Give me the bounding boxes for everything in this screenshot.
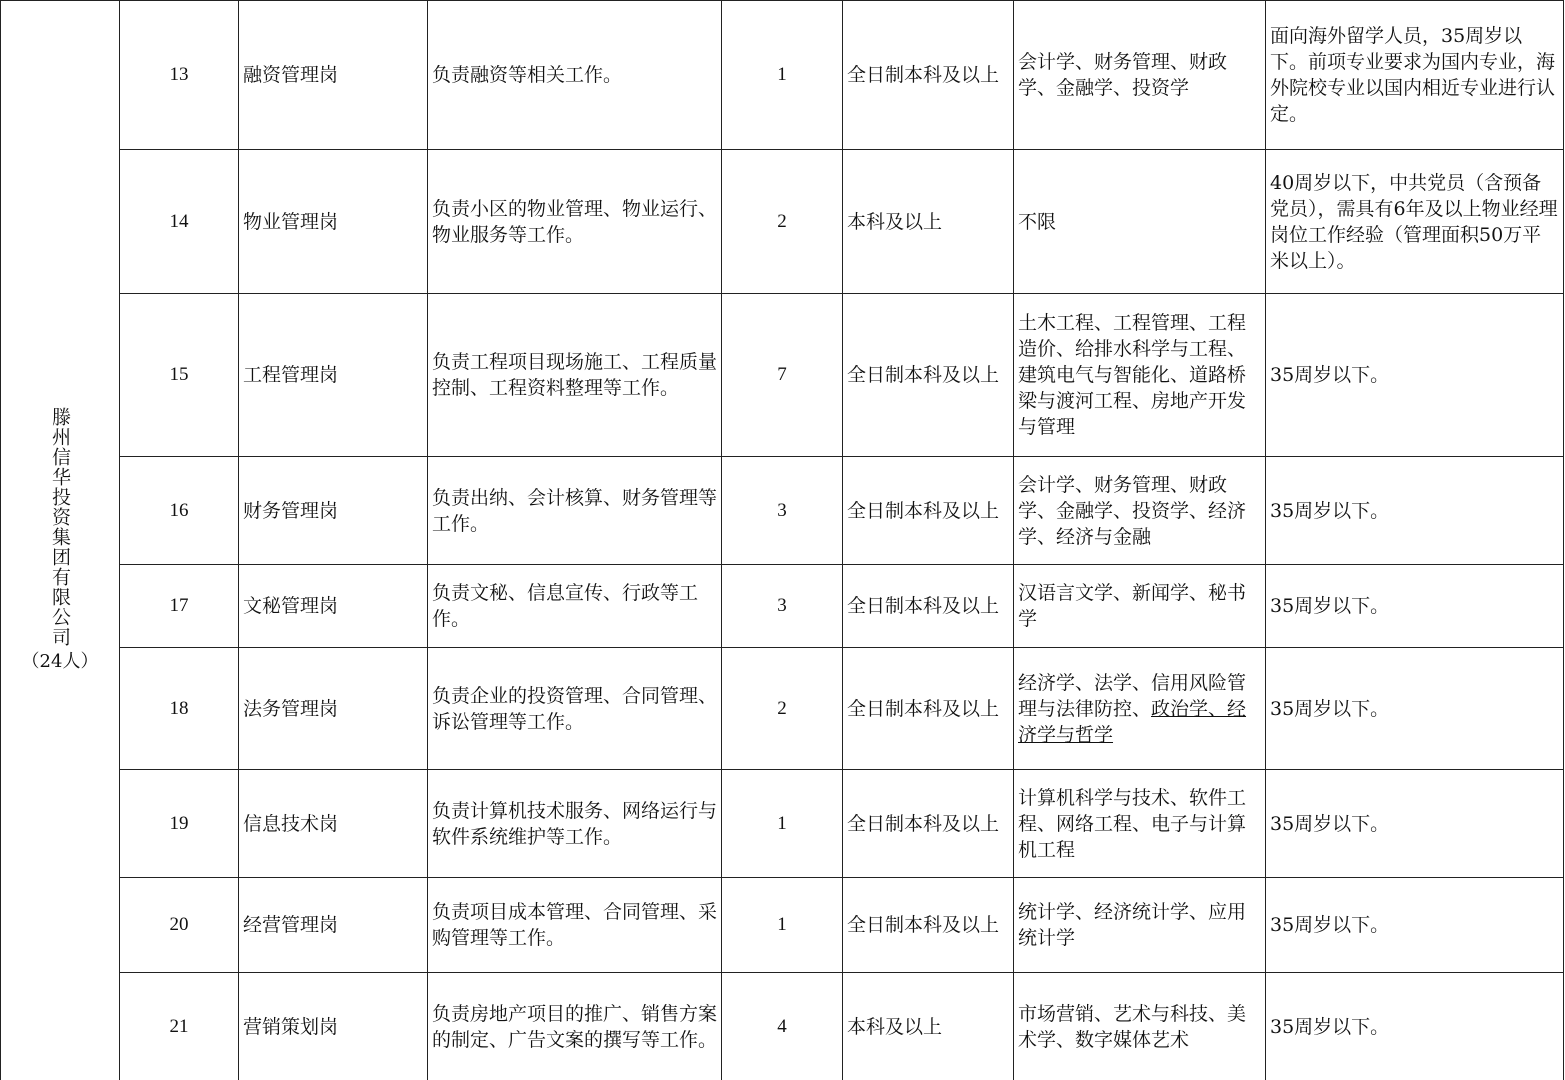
- requirements-cell: [1266, 878, 1564, 973]
- duties-cell: [428, 457, 722, 565]
- position-name-text: 信息技术岗: [243, 812, 339, 835]
- requirements-text: 35周岁以下。: [1270, 914, 1390, 936]
- hiring-count-text: 7: [777, 364, 787, 385]
- education-cell: [843, 1, 1014, 150]
- hiring-count-text: 4: [777, 1015, 787, 1037]
- duties-cell: [428, 878, 722, 973]
- major-text: 市场营销、艺术与科技、美术学、数字媒体艺术: [1018, 1002, 1247, 1051]
- hiring-count-text: 3: [777, 499, 787, 521]
- hiring-count-text: 3: [777, 595, 787, 616]
- hiring-count-cell: [722, 457, 843, 565]
- major-text: 经济学、法学、信用风险管理与法律防控、: [1018, 671, 1247, 720]
- position-name-cell: [239, 457, 428, 565]
- major-cell: [1014, 770, 1266, 878]
- requirements-text: 35周岁以下。: [1270, 364, 1390, 386]
- major-underlined-text: 政治学、经济学与哲学: [1018, 697, 1247, 746]
- education-text: 本科及以上: [847, 1015, 943, 1038]
- row-number-text: 14: [169, 210, 189, 232]
- hiring-count-cell: [722, 878, 843, 973]
- duties-text: 负责出纳、会计核算、财务管理等工作。: [432, 486, 718, 535]
- education-text: 全日制本科及以上: [847, 914, 1000, 936]
- hiring-count-text: 2: [777, 210, 787, 232]
- row-number-text: 20: [169, 914, 189, 935]
- duties-cell: [428, 1, 722, 150]
- company-label: [22, 407, 99, 675]
- duties-cell: [428, 150, 722, 294]
- major-cell: [1014, 1, 1266, 150]
- position-name-cell: [239, 648, 428, 770]
- duties-text: 负责小区的物业管理、物业运行、物业服务等工作。: [432, 197, 718, 246]
- position-name-cell: [239, 770, 428, 878]
- requirements-text: 35周岁以下。: [1270, 595, 1390, 617]
- row-number-text: 19: [169, 812, 189, 834]
- requirements-cell: [1266, 648, 1564, 770]
- hiring-count-text: 2: [777, 697, 787, 719]
- education-cell: [843, 150, 1014, 294]
- hiring-count-cell: [722, 770, 843, 878]
- position-name-text: 财务管理岗: [243, 499, 339, 522]
- row-number-cell: [120, 878, 239, 973]
- major-cell: [1014, 648, 1266, 770]
- requirements-text: 35周岁以下。: [1270, 697, 1390, 720]
- hiring-count-cell: [722, 294, 843, 457]
- table-row: [1, 565, 1564, 648]
- row-number-cell: [120, 457, 239, 565]
- row-number-cell: [120, 565, 239, 648]
- hiring-count-cell: [722, 648, 843, 770]
- row-number-text: 17: [169, 595, 189, 616]
- hiring-count-text: 1: [777, 64, 787, 85]
- duties-text: 负责文秘、信息宣传、行政等工作。: [432, 582, 699, 630]
- duties-text: 负责计算机技术服务、网络运行与软件系统维护等工作。: [432, 799, 718, 848]
- row-number-text: 16: [169, 499, 189, 521]
- major-cell: [1014, 457, 1266, 565]
- education-cell: [843, 648, 1014, 770]
- requirements-text: 35周岁以下。: [1270, 499, 1390, 522]
- major-text: 汉语言文学、新闻学、秘书学: [1018, 582, 1247, 630]
- row-number-text: 13: [169, 64, 189, 85]
- requirements-cell: [1266, 457, 1564, 565]
- position-name-cell: [239, 1, 428, 150]
- duties-text: 负责工程项目现场施工、工程质量控制、工程资料整理等工作。: [432, 351, 718, 399]
- row-number-text: 21: [169, 1015, 189, 1037]
- row-number-cell: [120, 294, 239, 457]
- requirements-cell: [1266, 150, 1564, 294]
- duties-text: 负责融资等相关工作。: [432, 64, 623, 86]
- hiring-count-text: 1: [777, 914, 787, 935]
- position-name-text: 工程管理岗: [243, 364, 339, 386]
- major-text: 不限: [1018, 210, 1057, 233]
- requirements-cell: [1266, 565, 1564, 648]
- duties-cell: [428, 294, 722, 457]
- table-row: [1, 1, 1564, 150]
- education-text: 全日制本科及以上: [847, 64, 1000, 86]
- position-name-cell: [239, 294, 428, 457]
- duties-cell: [428, 648, 722, 770]
- duties-cell: [428, 973, 722, 1080]
- position-name-text: 融资管理岗: [243, 64, 339, 86]
- education-text: 全日制本科及以上: [847, 812, 1000, 835]
- row-number-cell: [120, 973, 239, 1080]
- education-text: 全日制本科及以上: [847, 595, 1000, 617]
- table-row: [1, 878, 1564, 973]
- position-name-cell: [239, 973, 428, 1080]
- education-text: 本科及以上: [847, 210, 943, 233]
- row-number-text: 18: [169, 697, 189, 719]
- position-name-text: 物业管理岗: [243, 210, 339, 233]
- hiring-count-cell: [722, 565, 843, 648]
- education-cell: [843, 770, 1014, 878]
- position-name-text: 经营管理岗: [243, 914, 339, 936]
- table-body: [1, 1, 1564, 1080]
- major-cell: [1014, 878, 1266, 973]
- position-name-cell: [239, 565, 428, 648]
- company-cell: [1, 1, 120, 1080]
- duties-text: 负责项目成本管理、合同管理、采购管理等工作。: [432, 901, 718, 949]
- major-text: 会计学、财务管理、财政学、金融学、投资学、经济学、经济与金融: [1018, 473, 1247, 548]
- major-text: 土木工程、工程管理、工程造价、给排水科学与工程、建筑电气与智能化、道路桥梁与渡河工程、房地产开发与管理: [1018, 312, 1247, 438]
- row-number-cell: [120, 648, 239, 770]
- requirements-text: 35周岁以下。: [1270, 1015, 1390, 1038]
- requirements-text: 35周岁以下。: [1270, 812, 1390, 835]
- education-cell: [843, 878, 1014, 973]
- row-number-text: 15: [169, 364, 189, 385]
- row-number-cell: [120, 1, 239, 150]
- major-cell: [1014, 973, 1266, 1080]
- education-cell: [843, 457, 1014, 565]
- education-text: 全日制本科及以上: [847, 364, 1000, 386]
- hiring-count-text: 1: [777, 812, 787, 834]
- duties-text: 负责企业的投资管理、合同管理、诉讼管理等工作。: [432, 684, 718, 733]
- position-name-text: 营销策划岗: [243, 1015, 339, 1038]
- position-name-text: 法务管理岗: [243, 697, 339, 720]
- hiring-count-cell: [722, 973, 843, 1080]
- position-name-cell: [239, 878, 428, 973]
- education-text: 全日制本科及以上: [847, 697, 1000, 720]
- position-name-cell: [239, 150, 428, 294]
- requirements-cell: [1266, 770, 1564, 878]
- table-row: [1, 457, 1564, 565]
- duties-cell: [428, 565, 722, 648]
- major-cell: [1014, 565, 1266, 648]
- requirements-cell: [1266, 1, 1564, 150]
- row-number-cell: [120, 150, 239, 294]
- education-text: 全日制本科及以上: [847, 499, 1000, 522]
- education-cell: [843, 565, 1014, 648]
- requirements-cell: [1266, 294, 1564, 457]
- requirements-text: 面向海外留学人员，35周岁以下。前项专业要求为国内专业，海外院校专业以国内相近专业进行认定。: [1270, 25, 1556, 125]
- table-row: [1, 648, 1564, 770]
- major-text: 统计学、经济统计学、应用统计学: [1018, 901, 1247, 949]
- duties-cell: [428, 770, 722, 878]
- position-name-text: 文秘管理岗: [243, 595, 339, 617]
- table-row: [1, 770, 1564, 878]
- major-text: 会计学、财务管理、财政学、金融学、投资学: [1018, 51, 1228, 99]
- hiring-count-cell: [722, 150, 843, 294]
- hiring-count-cell: [722, 1, 843, 150]
- table-row: [1, 973, 1564, 1080]
- major-cell: [1014, 150, 1266, 294]
- requirements-text: 40周岁以下，中共党员（含预备党员），需具有6年及以上物业经理岗位工作经验（管理面积50万平米以上）。: [1270, 171, 1558, 272]
- table-row: [1, 294, 1564, 457]
- row-number-cell: [120, 770, 239, 878]
- company-name: 滕州信华投资集团有限公司: [49, 406, 71, 647]
- company-headcount: （24人）: [21, 650, 99, 672]
- education-cell: [843, 294, 1014, 457]
- education-cell: [843, 973, 1014, 1080]
- requirements-cell: [1266, 973, 1564, 1080]
- major-cell: [1014, 294, 1266, 457]
- major-text: 计算机科学与技术、软件工程、网络工程、电子与计算机工程: [1018, 786, 1247, 861]
- duties-text: 负责房地产项目的推广、销售方案的制定、广告文案的撰写等工作。: [432, 1002, 718, 1051]
- table-row: [1, 150, 1564, 294]
